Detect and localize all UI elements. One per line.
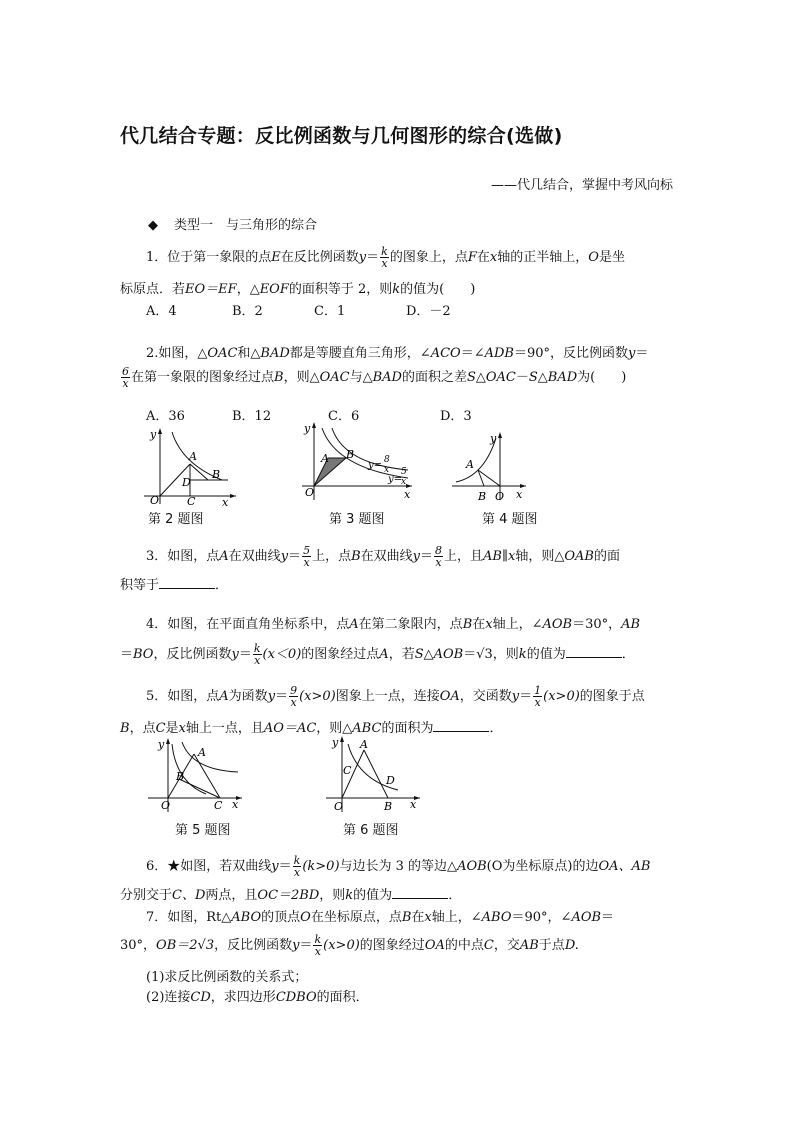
- question-1-line-1: 1．位于第一象限的点E在反比例函数y＝ $\frac{k}{x}$ 的图象上，点F在x轴的正半轴上，O是坐: [146, 245, 625, 270]
- figure-3-caption: 第 3 题图: [329, 512, 385, 527]
- question-7-line-1: 7．如图，Rt△ABO的顶点O在坐标原点，点B在x轴上，∠ABO＝90°，∠AOB＝: [146, 910, 615, 925]
- fraction-6-over-x: $\frac{6}{x}$: [122, 365, 129, 390]
- question-4-line-2: ＝BO，反比例函数y＝ $\frac{k}{x}$ (x＜0)的图象经过点A，若S△AOB＝√3，则k的值为 ．: [120, 642, 635, 667]
- label-c: C: [214, 799, 223, 812]
- option-d[interactable]: D．3: [440, 409, 472, 424]
- figure-4: [450, 430, 530, 506]
- label-b: B: [384, 800, 393, 813]
- label-y: y: [332, 736, 339, 749]
- answer-blank[interactable]: [566, 645, 622, 658]
- answer-blank[interactable]: [159, 576, 215, 589]
- figure-2: [142, 424, 242, 506]
- label-o: O: [495, 490, 505, 503]
- label-o: O: [150, 494, 160, 506]
- label-y: y: [158, 738, 165, 751]
- label-8-x: x: [384, 465, 390, 475]
- label-5: 5: [401, 467, 407, 477]
- label-c: C: [187, 495, 196, 506]
- question-4-line-1: 4．如图，在平面直角坐标系中，点A在第二象限内，点B在x轴上，∠AOB＝30°，AB: [146, 617, 641, 632]
- fraction-5-over-x: $\frac{5}{x}$: [303, 544, 311, 569]
- label-y-eq-5: y=: [388, 474, 403, 485]
- question-1-options: [146, 300, 451, 319]
- question-2-line-1: 2.如图，△OAC和△BAD都是等腰直角三角形，∠ACO＝∠ADB＝90°，反比例函数y＝: [146, 346, 649, 361]
- label-o: O: [305, 486, 315, 499]
- figure-5-caption: 第 5 题图: [175, 823, 231, 838]
- option-b[interactable]: B．12: [232, 409, 272, 424]
- figure-4-caption: 第 4 题图: [482, 512, 538, 527]
- option-b[interactable]: B．2: [232, 304, 263, 319]
- fraction-8-over-x: $\frac{8}{x}$: [435, 544, 443, 569]
- fraction-k-over-x: $\frac{k}{x}$: [381, 245, 388, 270]
- label-d: D: [182, 476, 191, 489]
- question-2-line-2: $\frac{6}{x}$ 在第一象限的图象经过点B，则△OAC与△BAD的面积之差S△OAC－S△BAD为( ): [122, 365, 627, 390]
- diamond-bullet-icon: ◆: [148, 218, 158, 233]
- question-3-line-1: 3．如图，点A在双曲线y＝ $\frac{5}{x}$ 上，点B在双曲线y＝ $\frac{8}{x}$ 上，且AB∥x轴，则△OAB的面: [146, 544, 620, 569]
- option-a[interactable]: A．4: [146, 304, 177, 319]
- page-subtitle: ——代几结合，掌握中考风向标: [490, 178, 673, 193]
- label-b: B: [176, 770, 185, 783]
- label-a: A: [466, 458, 474, 471]
- label-a: A: [189, 450, 197, 463]
- label-5-x: x: [401, 477, 407, 487]
- label-a: A: [321, 452, 329, 465]
- label-x: x: [222, 496, 229, 506]
- question-5-line-1: 5．如图，点A为函数y＝ $\frac{9}{x}$ (x>0)图象上一点，连接OA，交函数y＝ $\frac{1}{x}$ (x>0)的图象于点: [146, 684, 645, 709]
- label-a: A: [198, 746, 206, 759]
- label-x: x: [410, 798, 417, 811]
- label-b: B: [212, 468, 221, 481]
- answer-blank[interactable]: [433, 719, 489, 732]
- label-b: B: [478, 490, 487, 503]
- answer-blank[interactable]: [392, 886, 448, 899]
- question-3-line-2: 积等于 ．: [120, 578, 229, 593]
- section-heading: [148, 214, 317, 233]
- label-x: x: [516, 488, 523, 501]
- label-c: C: [343, 764, 352, 777]
- label-o: O: [161, 799, 171, 812]
- label-y: y: [490, 432, 497, 445]
- section-label: 类型一 与三角形的综合: [174, 218, 318, 233]
- fraction-k-over-x: $\frac{k}{x}$: [314, 933, 322, 958]
- label-y-eq-8: y=: [368, 460, 383, 471]
- figure-3: [298, 420, 418, 504]
- option-c[interactable]: C．1: [314, 304, 346, 319]
- label-x: x: [232, 798, 239, 811]
- option-a[interactable]: A．36: [146, 409, 185, 424]
- figure-6-caption: 第 6 题图: [343, 823, 399, 838]
- option-c[interactable]: C．6: [328, 409, 360, 424]
- question-7-line-2: 30°，OB＝2√3，反比例函数y＝ $\frac{k}{x}$ (x>0)的图象经过OA的中点C，交AB于点D.: [120, 933, 579, 958]
- question-6-line-2: 分别交于C、D两点，且OC＝2BD，则k的值为 ．: [120, 888, 462, 903]
- question-7-sub-1: (1)求反比例函数的关系式；: [146, 970, 308, 985]
- label-a: A: [360, 738, 368, 751]
- figure-6: [324, 734, 424, 816]
- figure-2-caption: 第 2 题图: [148, 512, 204, 527]
- fraction-1-over-x: $\frac{1}{x}$: [534, 684, 542, 709]
- question-6-line-1: 6．★如图，若双曲线y＝ $\frac{k}{x}$ (k>0)与边长为 3 的等边△AOB(O为坐标原点)的边OA、AB: [146, 854, 651, 879]
- figure-5: [146, 736, 246, 816]
- label-8: 8: [384, 455, 390, 465]
- question-5-line-2: B，点C是x轴上一点，且AO＝AC，则△ABC的面积为 ．: [120, 721, 503, 736]
- label-b: B: [346, 448, 355, 461]
- label-x: x: [404, 488, 411, 501]
- label-y: y: [150, 428, 157, 441]
- label-o: O: [334, 800, 344, 813]
- label-y: y: [304, 422, 311, 435]
- question-1-line-2: 标原点．若EO＝EF，△EOF的面积等于 2，则k的值为( ): [120, 282, 476, 297]
- question-7-sub-2: (2)连接CD，求四边形CDBO的面积．: [146, 990, 369, 1005]
- fraction-k-over-x: $\frac{k}{x}$: [253, 642, 261, 667]
- fraction-k-over-x: $\frac{k}{x}$: [293, 854, 301, 879]
- option-d[interactable]: D．－2: [406, 304, 451, 319]
- fraction-9-over-x: $\frac{9}{x}$: [290, 684, 298, 709]
- page-title: 代几结合专题：反比例函数与几何图形的综合(选做): [120, 125, 563, 147]
- label-d: D: [386, 774, 395, 787]
